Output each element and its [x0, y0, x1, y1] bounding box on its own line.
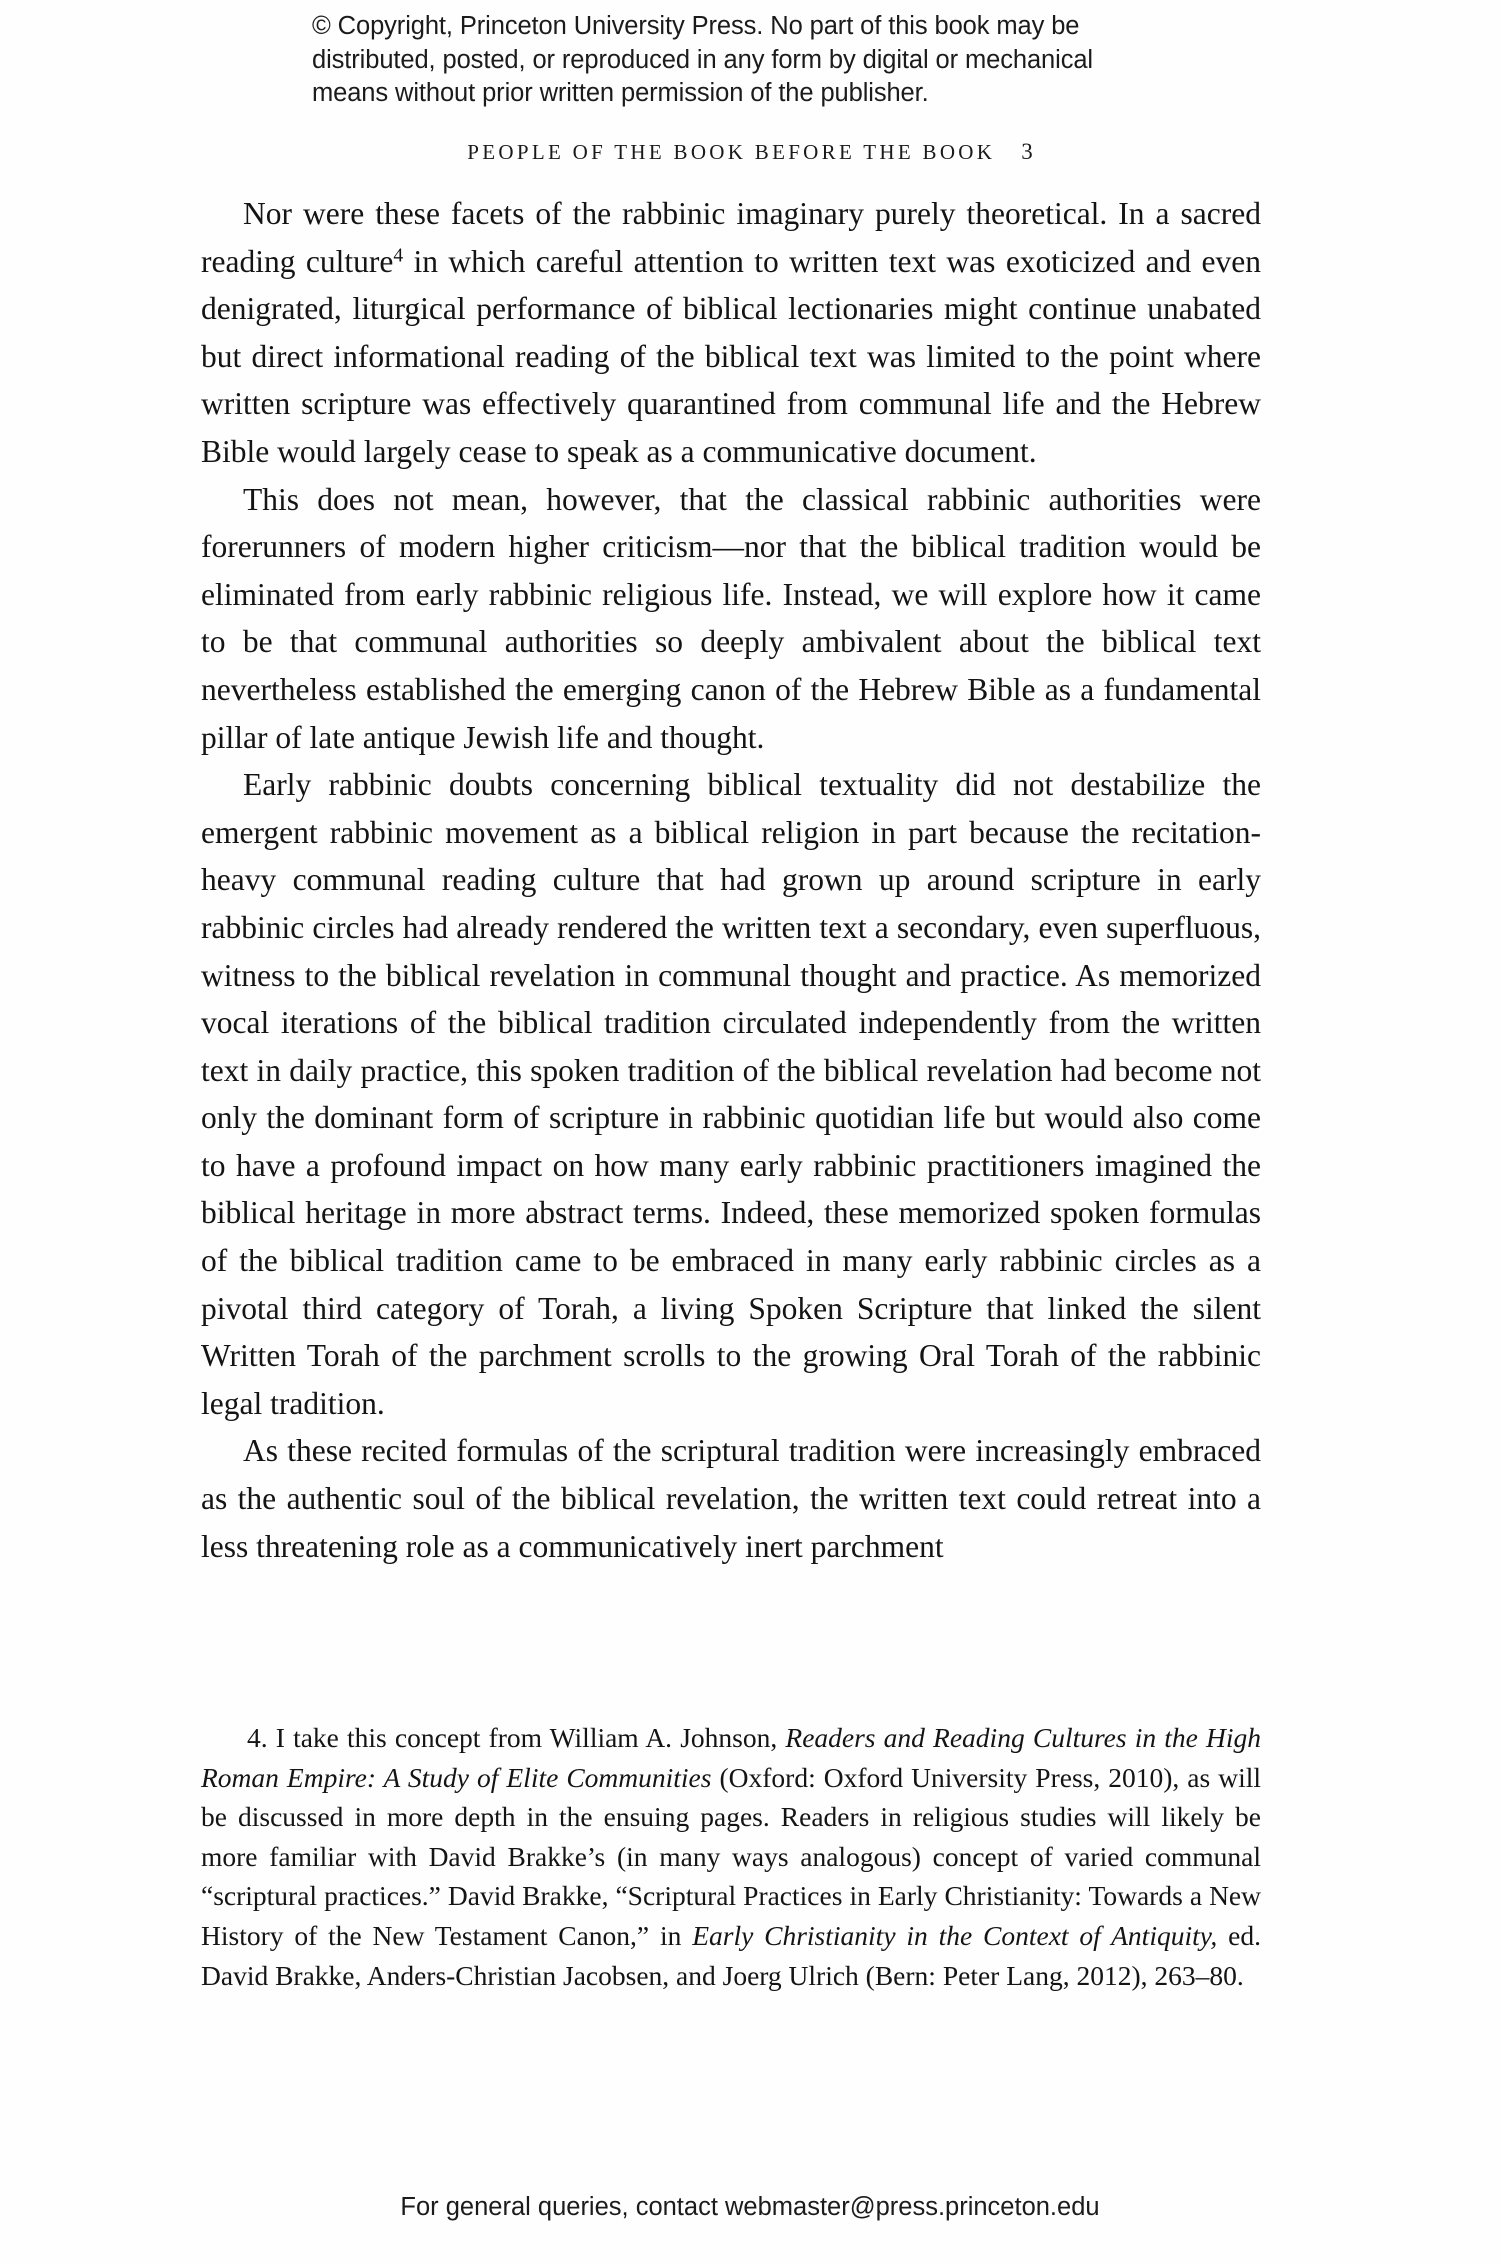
footnote-segment-2: (Oxford: Oxford University Press, 2010), as will be discussed in more depth in the ensuing pages. Readers in religious studies will likely be more familiar with David Brakke’s (in many ways analogous) concept of varied communal “scriptural practices.” David Brakke, “Scriptural Practices in Early Christianity: Towards a New History of the New Testament Canon,” in	[201, 1761, 1261, 1951]
copyright-line-1: © Copyright, Princeton University Press. No part of this book may be	[312, 12, 1080, 40]
footnote-italic-title-1: Readers and Reading Cultures in the High Roman Empire: A Study of Elite Communities	[201, 1722, 1261, 1793]
body-paragraph-3: Early rabbinic doubts concerning biblical textuality did not destabilize the emergent rabbinic movement as a biblical religion in part because the recitation-heavy communal reading culture that had grown up around scripture in early rabbinic circles had already rendered the written text a secondary, even superfluous, witness to the biblical revelation in communal thought and practice. As memorized vocal iterations of the biblical tradition circulated independently from the written text in daily practice, this spoken tradition of the biblical revelation had become not only the dominant form of scripture in rabbinic quotidian life but would also come to have a profound impact on how many early rabbinic practitioners imagined the biblical heritage in more abstract terms. Indeed, these memorized spoken formulas of the biblical tradition came to be embraced in many early rabbinic circles as a pivotal third category of Torah, a living Spoken Scripture that linked the silent Written Torah of the parchment scrolls to the growing Oral Torah of the rabbinic legal tradition.	[201, 767, 1261, 1421]
footnote-segment-1: I take this concept from William A. Johnson,	[267, 1722, 786, 1753]
page-number: 3	[1021, 139, 1033, 164]
body-paragraph-4: As these recited formulas of the scriptural tradition were increasingly embraced as the authentic soul of the biblical revelation, the written text could retreat into a less threatening role as a communicatively inert parchment	[201, 1433, 1261, 1564]
footnote-block	[201, 1718, 1261, 1995]
body-paragraph-2: This does not mean, however, that the classical rabbinic authorities were forerunners of modern higher criticism—nor that the biblical tradition would be eliminated from early rabbinic religious life. Instead, we will explore how it came to be that communal authorities so deeply ambivalent about the biblical text nevertheless established the emerging canon of the Hebrew Bible as a fundamental pillar of late antique Jewish life and thought.	[201, 481, 1261, 755]
footnote-segment-3: ed. David Brakke, Anders-Christian Jacobsen, and Joerg Ulrich (Bern: Peter Lang, 2012), 263–80.	[201, 1919, 1261, 1991]
body-paragraph-1	[201, 190, 1261, 476]
copyright-notice	[312, 10, 1172, 111]
page-footer: For general queries, contact webmaster@press.princeton.edu	[400, 2193, 1100, 2221]
footnote-reference-mark[interactable]: 4	[393, 244, 404, 266]
body-text-column	[201, 190, 1261, 1570]
running-head	[0, 139, 1500, 165]
footnote-number: 4.	[247, 1722, 268, 1753]
footnote-4	[201, 1718, 1261, 1995]
paragraph-1-text-after-footnote-mark: in which careful attention to written text was exoticized and even denigrated, liturgical performance of biblical lectionaries might continue unabated but direct informational reading of the biblical text was limited to the point where written scripture was effectively quarantined from communal life and the Hebrew Bible would largely cease to speak as a communicative document.	[201, 243, 1261, 469]
paragraph-1-text-before-footnote-mark: Nor were these facets of the rabbinic imaginary purely theoretical. In a sacred reading culture	[201, 196, 1261, 279]
copyright-line-3: means without prior written permission of the publisher.	[312, 79, 929, 107]
running-head-title: PEOPLE OF THE BOOK BEFORE THE BOOK	[467, 140, 996, 164]
copyright-line-2: distributed, posted, or reproduced in any form by digital or mechanical	[312, 45, 1093, 74]
footnote-italic-title-2: Early Christianity in the Context of Antiquity,	[692, 1919, 1218, 1951]
